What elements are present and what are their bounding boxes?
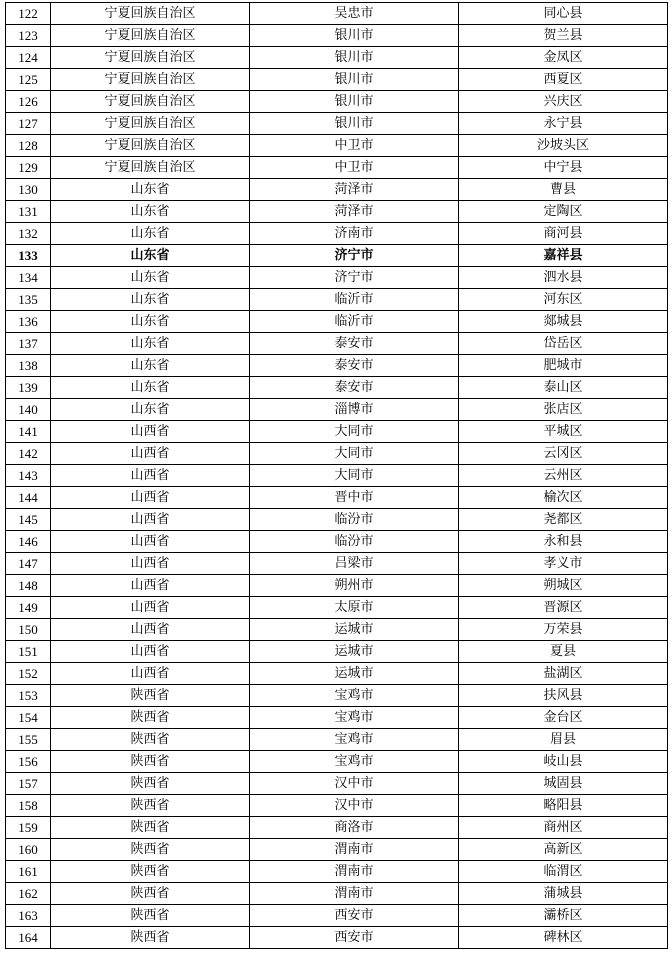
province-cell: 山西省 [51, 641, 250, 663]
table-row [6, 267, 668, 289]
county-cell: 高新区 [459, 839, 668, 861]
row-number-cell: 164 [6, 927, 51, 949]
county-cell: 泰山区 [459, 377, 668, 399]
city-cell: 汉中市 [250, 773, 459, 795]
province-cell: 陕西省 [51, 883, 250, 905]
province-cell: 陕西省 [51, 905, 250, 927]
table-row [6, 245, 668, 267]
city-cell: 运城市 [250, 641, 459, 663]
table-row [6, 729, 668, 751]
table-row [6, 179, 668, 201]
county-cell: 西夏区 [459, 69, 668, 91]
county-cell: 中宁县 [459, 157, 668, 179]
province-cell: 陕西省 [51, 707, 250, 729]
row-number-cell: 136 [6, 311, 51, 333]
city-cell: 渭南市 [250, 839, 459, 861]
county-cell: 朔城区 [459, 575, 668, 597]
county-cell: 永宁县 [459, 113, 668, 135]
row-number-cell: 128 [6, 135, 51, 157]
province-cell: 山西省 [51, 619, 250, 641]
city-cell: 济宁市 [250, 245, 459, 267]
province-cell: 陕西省 [51, 685, 250, 707]
city-cell: 朔州市 [250, 575, 459, 597]
province-cell: 山东省 [51, 201, 250, 223]
county-cell: 郯城县 [459, 311, 668, 333]
table-row [6, 597, 668, 619]
city-cell: 商洛市 [250, 817, 459, 839]
city-cell: 银川市 [250, 69, 459, 91]
row-number-cell: 150 [6, 619, 51, 641]
row-number-cell: 159 [6, 817, 51, 839]
province-cell: 宁夏回族自治区 [51, 47, 250, 69]
table-row [6, 465, 668, 487]
row-number-cell: 130 [6, 179, 51, 201]
city-cell: 太原市 [250, 597, 459, 619]
table-row [6, 663, 668, 685]
table-row [6, 399, 668, 421]
table-row [6, 25, 668, 47]
city-cell: 宝鸡市 [250, 751, 459, 773]
table-row [6, 377, 668, 399]
province-cell: 陕西省 [51, 795, 250, 817]
row-number-cell: 151 [6, 641, 51, 663]
city-cell: 吕梁市 [250, 553, 459, 575]
row-number-cell: 134 [6, 267, 51, 289]
row-number-cell: 153 [6, 685, 51, 707]
city-cell: 淄博市 [250, 399, 459, 421]
row-number-cell: 144 [6, 487, 51, 509]
province-cell: 陕西省 [51, 729, 250, 751]
table-row [6, 47, 668, 69]
county-cell: 云冈区 [459, 443, 668, 465]
province-cell: 山西省 [51, 465, 250, 487]
county-cell: 夏县 [459, 641, 668, 663]
city-cell: 泰安市 [250, 355, 459, 377]
city-cell: 银川市 [250, 25, 459, 47]
row-number-cell: 141 [6, 421, 51, 443]
city-cell: 中卫市 [250, 135, 459, 157]
province-cell: 山西省 [51, 487, 250, 509]
table-row [6, 817, 668, 839]
table-row [6, 443, 668, 465]
table-row [6, 201, 668, 223]
county-cell: 碑林区 [459, 927, 668, 949]
county-cell: 灞桥区 [459, 905, 668, 927]
city-cell: 临沂市 [250, 311, 459, 333]
county-cell: 商河县 [459, 223, 668, 245]
row-number-cell: 138 [6, 355, 51, 377]
row-number-cell: 146 [6, 531, 51, 553]
county-cell: 眉县 [459, 729, 668, 751]
city-cell: 大同市 [250, 465, 459, 487]
city-cell: 晋中市 [250, 487, 459, 509]
city-cell: 运城市 [250, 619, 459, 641]
table-row [6, 553, 668, 575]
table-row [6, 773, 668, 795]
row-number-cell: 163 [6, 905, 51, 927]
table-row [6, 355, 668, 377]
province-cell: 山东省 [51, 333, 250, 355]
county-cell: 孝义市 [459, 553, 668, 575]
table-row [6, 619, 668, 641]
city-cell: 西安市 [250, 927, 459, 949]
table-row [6, 3, 668, 25]
table-row [6, 333, 668, 355]
table-row [6, 157, 668, 179]
province-cell: 宁夏回族自治区 [51, 135, 250, 157]
county-cell: 临渭区 [459, 861, 668, 883]
province-cell: 山西省 [51, 597, 250, 619]
province-cell: 山东省 [51, 355, 250, 377]
province-cell: 陕西省 [51, 861, 250, 883]
province-cell: 陕西省 [51, 817, 250, 839]
row-number-cell: 145 [6, 509, 51, 531]
county-cell: 兴庆区 [459, 91, 668, 113]
province-cell: 山西省 [51, 663, 250, 685]
row-number-cell: 133 [6, 245, 51, 267]
row-number-cell: 139 [6, 377, 51, 399]
province-cell: 宁夏回族自治区 [51, 3, 250, 25]
table-row [6, 883, 668, 905]
city-cell: 菏泽市 [250, 179, 459, 201]
table-row [6, 289, 668, 311]
table-row [6, 861, 668, 883]
county-cell: 肥城市 [459, 355, 668, 377]
province-cell: 山东省 [51, 311, 250, 333]
city-cell: 汉中市 [250, 795, 459, 817]
county-cell: 万荣县 [459, 619, 668, 641]
table-row [6, 575, 668, 597]
county-cell: 蒲城县 [459, 883, 668, 905]
table-row [6, 927, 668, 949]
city-cell: 宝鸡市 [250, 707, 459, 729]
province-cell: 山西省 [51, 443, 250, 465]
table-row [6, 509, 668, 531]
row-number-cell: 125 [6, 69, 51, 91]
county-cell: 定陶区 [459, 201, 668, 223]
row-number-cell: 124 [6, 47, 51, 69]
city-cell: 中卫市 [250, 157, 459, 179]
county-cell: 曹县 [459, 179, 668, 201]
province-cell: 山东省 [51, 223, 250, 245]
city-cell: 银川市 [250, 47, 459, 69]
row-number-cell: 137 [6, 333, 51, 355]
province-cell: 山东省 [51, 179, 250, 201]
city-cell: 临汾市 [250, 531, 459, 553]
province-cell: 山东省 [51, 245, 250, 267]
county-cell: 沙坡头区 [459, 135, 668, 157]
row-number-cell: 123 [6, 25, 51, 47]
row-number-cell: 126 [6, 91, 51, 113]
province-cell: 山西省 [51, 531, 250, 553]
province-cell: 陕西省 [51, 751, 250, 773]
province-cell: 山西省 [51, 421, 250, 443]
city-cell: 菏泽市 [250, 201, 459, 223]
county-cell: 云州区 [459, 465, 668, 487]
province-cell: 宁夏回族自治区 [51, 69, 250, 91]
row-number-cell: 161 [6, 861, 51, 883]
county-cell: 略阳县 [459, 795, 668, 817]
county-cell: 晋源区 [459, 597, 668, 619]
province-cell: 山西省 [51, 575, 250, 597]
row-number-cell: 162 [6, 883, 51, 905]
province-cell: 陕西省 [51, 773, 250, 795]
row-number-cell: 142 [6, 443, 51, 465]
province-cell: 山东省 [51, 289, 250, 311]
row-number-cell: 160 [6, 839, 51, 861]
table-row [6, 311, 668, 333]
row-number-cell: 148 [6, 575, 51, 597]
county-cell: 嘉祥县 [459, 245, 668, 267]
county-cell: 岐山县 [459, 751, 668, 773]
province-cell: 宁夏回族自治区 [51, 157, 250, 179]
row-number-cell: 154 [6, 707, 51, 729]
county-cell: 平城区 [459, 421, 668, 443]
row-number-cell: 135 [6, 289, 51, 311]
row-number-cell: 158 [6, 795, 51, 817]
table-body [6, 3, 668, 949]
province-cell: 宁夏回族自治区 [51, 113, 250, 135]
province-cell: 陕西省 [51, 839, 250, 861]
province-cell: 山西省 [51, 553, 250, 575]
county-cell: 金凤区 [459, 47, 668, 69]
province-cell: 宁夏回族自治区 [51, 25, 250, 47]
table-row [6, 421, 668, 443]
row-number-cell: 129 [6, 157, 51, 179]
province-cell: 山东省 [51, 399, 250, 421]
province-cell: 山西省 [51, 509, 250, 531]
city-cell: 西安市 [250, 905, 459, 927]
city-cell: 泰安市 [250, 333, 459, 355]
table-row [6, 707, 668, 729]
row-number-cell: 132 [6, 223, 51, 245]
city-cell: 银川市 [250, 113, 459, 135]
county-cell: 永和县 [459, 531, 668, 553]
county-cell: 河东区 [459, 289, 668, 311]
county-cell: 张店区 [459, 399, 668, 421]
county-cell: 商州区 [459, 817, 668, 839]
county-cell: 同心县 [459, 3, 668, 25]
table-row [6, 113, 668, 135]
table-row [6, 531, 668, 553]
province-cell: 山东省 [51, 267, 250, 289]
table-row [6, 487, 668, 509]
county-cell: 扶风县 [459, 685, 668, 707]
row-number-cell: 147 [6, 553, 51, 575]
table-row [6, 905, 668, 927]
city-cell: 渭南市 [250, 861, 459, 883]
row-number-cell: 131 [6, 201, 51, 223]
row-number-cell: 149 [6, 597, 51, 619]
city-cell: 宝鸡市 [250, 729, 459, 751]
row-number-cell: 143 [6, 465, 51, 487]
row-number-cell: 155 [6, 729, 51, 751]
county-cell: 泗水县 [459, 267, 668, 289]
row-number-cell: 156 [6, 751, 51, 773]
table-row [6, 91, 668, 113]
table-row [6, 135, 668, 157]
table-row [6, 69, 668, 91]
city-cell: 银川市 [250, 91, 459, 113]
row-number-cell: 157 [6, 773, 51, 795]
table-row [6, 839, 668, 861]
city-cell: 吴忠市 [250, 3, 459, 25]
row-number-cell: 152 [6, 663, 51, 685]
city-cell: 宝鸡市 [250, 685, 459, 707]
table-row [6, 641, 668, 663]
county-cell: 尧都区 [459, 509, 668, 531]
city-cell: 大同市 [250, 443, 459, 465]
province-cell: 陕西省 [51, 927, 250, 949]
city-cell: 运城市 [250, 663, 459, 685]
county-cell: 盐湖区 [459, 663, 668, 685]
city-cell: 临汾市 [250, 509, 459, 531]
province-cell: 宁夏回族自治区 [51, 91, 250, 113]
row-number-cell: 127 [6, 113, 51, 135]
row-number-cell: 122 [6, 3, 51, 25]
row-number-cell: 140 [6, 399, 51, 421]
city-cell: 济南市 [250, 223, 459, 245]
city-cell: 济宁市 [250, 267, 459, 289]
province-cell: 山东省 [51, 377, 250, 399]
table-row [6, 795, 668, 817]
city-cell: 渭南市 [250, 883, 459, 905]
table-row [6, 223, 668, 245]
county-cell: 金台区 [459, 707, 668, 729]
county-cell: 榆次区 [459, 487, 668, 509]
table-row [6, 751, 668, 773]
city-cell: 临沂市 [250, 289, 459, 311]
county-cell: 岱岳区 [459, 333, 668, 355]
table-row [6, 685, 668, 707]
city-cell: 泰安市 [250, 377, 459, 399]
county-cell: 城固县 [459, 773, 668, 795]
region-table [5, 2, 668, 949]
city-cell: 大同市 [250, 421, 459, 443]
county-cell: 贺兰县 [459, 25, 668, 47]
